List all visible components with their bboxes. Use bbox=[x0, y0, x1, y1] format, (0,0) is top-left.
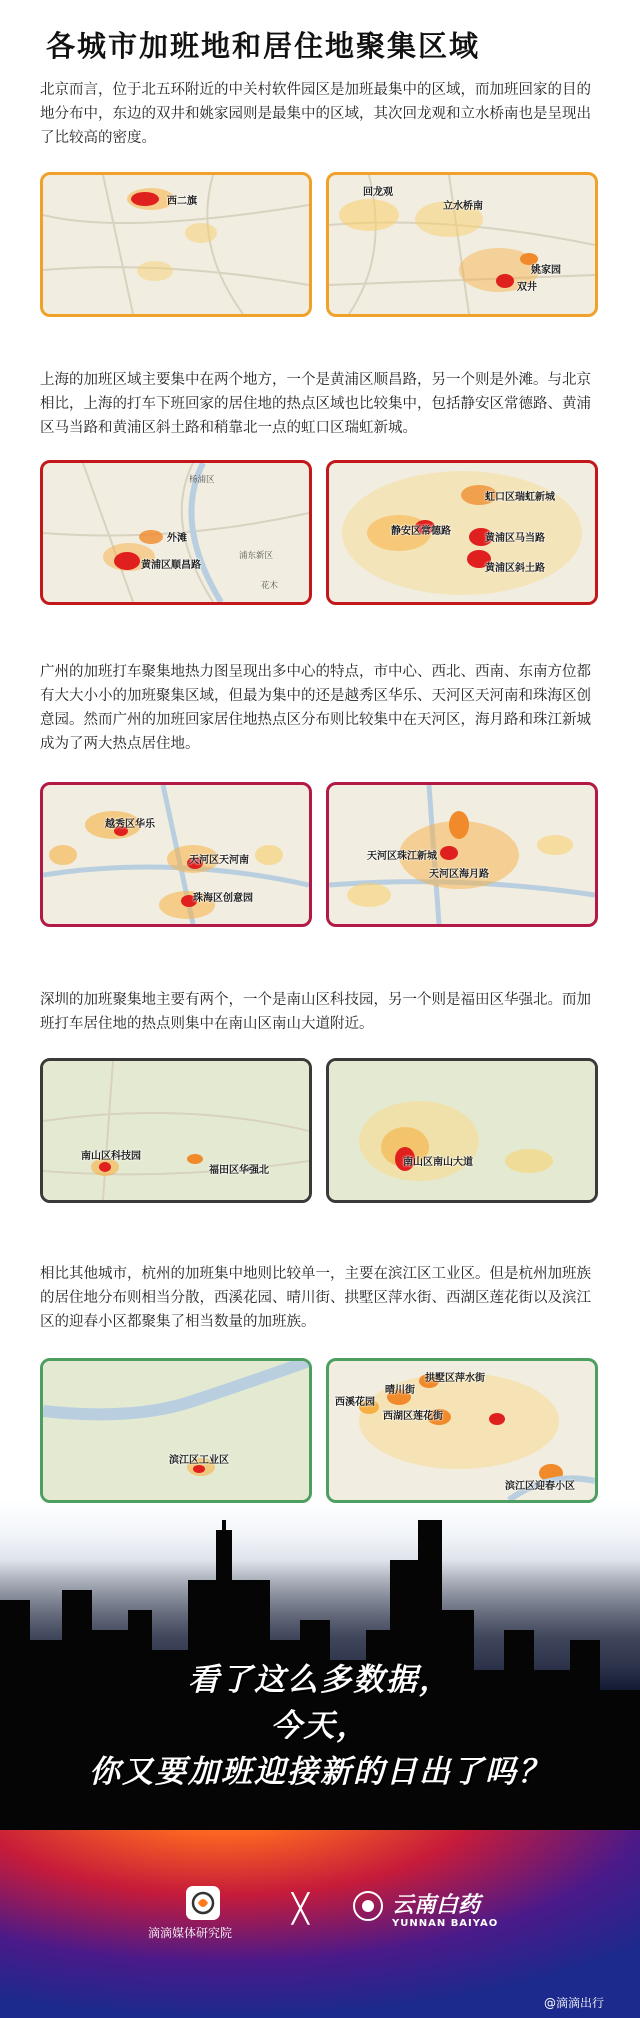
map-label: 外滩 bbox=[167, 533, 187, 544]
map-label: 南山区科技园 bbox=[81, 1151, 141, 1162]
map-label: 天河区海月路 bbox=[429, 869, 489, 880]
map-label: 黄浦区马当路 bbox=[485, 533, 545, 544]
guangzhou-home-heatmap bbox=[326, 782, 598, 927]
beijing-home-heatmap bbox=[326, 172, 598, 317]
map-bg-label: 花木 bbox=[261, 581, 279, 591]
heat-layer bbox=[43, 785, 309, 924]
footer-brand-en: YUNNAN BAIYAO bbox=[392, 1918, 499, 1929]
guangzhou-text: 广州的加班打车聚集地热力图呈现出多中心的特点，市中心、西北、西南、东南方位都有大大小小的加班聚集区域，但最为集中的还是越秀区华乐、天河区天河南和珠海区创意园。然而广州的加班回家居住地热点区分布则比较集中在天河区，海月路和珠江新城成为了两大热点居住地。 bbox=[40, 664, 591, 752]
map-label: 越秀区华乐 bbox=[105, 819, 155, 830]
yunnan-baiyao-emblem-icon bbox=[350, 1888, 386, 1924]
hangzhou-work-heatmap bbox=[40, 1358, 312, 1503]
map-label: 滨江区迎春小区 bbox=[505, 1481, 575, 1492]
map-label: 天河区珠江新城 bbox=[367, 851, 437, 862]
map-label: 静安区常德路 bbox=[391, 526, 451, 537]
map-label: 黄浦区斜土路 bbox=[485, 563, 545, 574]
map-label: 福田区华强北 bbox=[209, 1165, 269, 1176]
map-label: 滨江区工业区 bbox=[169, 1455, 229, 1466]
shenzhen-home-heatmap bbox=[326, 1058, 598, 1203]
guangzhou-work-heatmap bbox=[40, 782, 312, 927]
map-label: 姚家园 bbox=[531, 265, 561, 276]
map-bg-label: 浦东新区 bbox=[239, 551, 274, 561]
hangzhou-home-heatmap bbox=[326, 1358, 598, 1503]
heat-layer bbox=[329, 1061, 595, 1200]
shenzhen-text: 深圳的加班聚集地主要有两个，一个是南山区科技园，另一个则是福田区华强北。而加班打车居住地的热点则集中在南山区南山大道附近。 bbox=[40, 992, 591, 1032]
map-label: 拱墅区萍水街 bbox=[425, 1373, 485, 1384]
beijing-text: 北京而言，位于北五环附近的中关村软件园区是加班最集中的区域，而加班回家的目的地分布中，东边的双井和姚家园则是最集中的区域，其次回龙观和立水桥南也是呈现出了比较高的密度。 bbox=[40, 82, 591, 146]
map-label: 虹口区瑞虹新城 bbox=[485, 492, 555, 503]
shanghai-text: 上海的加班区域主要集中在两个地方，一个是黄浦区顺昌路，另一个则是外滩。与北京相比，上海的打车下班回家的居住地的热点区域也比较集中，包括静安区常德路、黄浦区马当路和黄浦区斜土路和稍靠北一点的虹口区瑞虹新城。 bbox=[40, 372, 591, 436]
heat-layer bbox=[43, 1061, 309, 1200]
map-label: 西湖区莲花街 bbox=[383, 1411, 443, 1422]
map-label: 回龙观 bbox=[363, 187, 393, 198]
footer-org-left: 滴滴媒体研究院 bbox=[148, 1926, 233, 1940]
map-label: 珠海区创意园 bbox=[193, 893, 253, 904]
heat-layer bbox=[43, 1361, 309, 1500]
shenzhen-work-heatmap bbox=[40, 1058, 312, 1203]
map-bg-label: 杨浦区 bbox=[189, 475, 215, 485]
map-label: 西二旗 bbox=[167, 196, 197, 207]
slogan-line-3: 你又要加班迎接新的日出了吗？ bbox=[89, 1754, 551, 1790]
shanghai-work-heatmap bbox=[40, 460, 312, 605]
map-label: 南山区南山大道 bbox=[403, 1157, 473, 1168]
slogan-line-1: 看了这么多数据， bbox=[188, 1662, 452, 1698]
beijing-work-heatmap bbox=[40, 172, 312, 317]
weibo-watermark: @滴滴出行 bbox=[544, 1996, 605, 2010]
shanghai-home-heatmap bbox=[326, 460, 598, 605]
slogan-line-2: 今天， bbox=[270, 1708, 370, 1744]
hangzhou-text: 相比其他城市，杭州的加班集中地则比较单一，主要在滨江区工业区。但是杭州加班族的居住地分布则相当分散，西溪花园、晴川街、拱墅区萍水街、西湖区莲花街以及滨江区的迎春小区都聚集了相当数量的加班族。 bbox=[40, 1266, 591, 1330]
map-label: 黄浦区顺昌路 bbox=[141, 560, 201, 571]
heat-layer bbox=[329, 463, 595, 602]
map-label: 立水桥南 bbox=[443, 201, 483, 212]
page-title: 各城市加班地和居住地聚集区域 bbox=[46, 29, 481, 63]
footer-brand-cn: 云南白药 bbox=[392, 1893, 481, 1918]
map-label: 西溪花园 bbox=[335, 1397, 375, 1408]
map-label: 双井 bbox=[517, 282, 537, 293]
cross-separator-icon: ╳ bbox=[292, 1892, 309, 1925]
map-label: 晴川街 bbox=[385, 1385, 415, 1396]
didi-logo-icon bbox=[186, 1886, 220, 1920]
map-label: 天河区天河南 bbox=[189, 855, 249, 866]
